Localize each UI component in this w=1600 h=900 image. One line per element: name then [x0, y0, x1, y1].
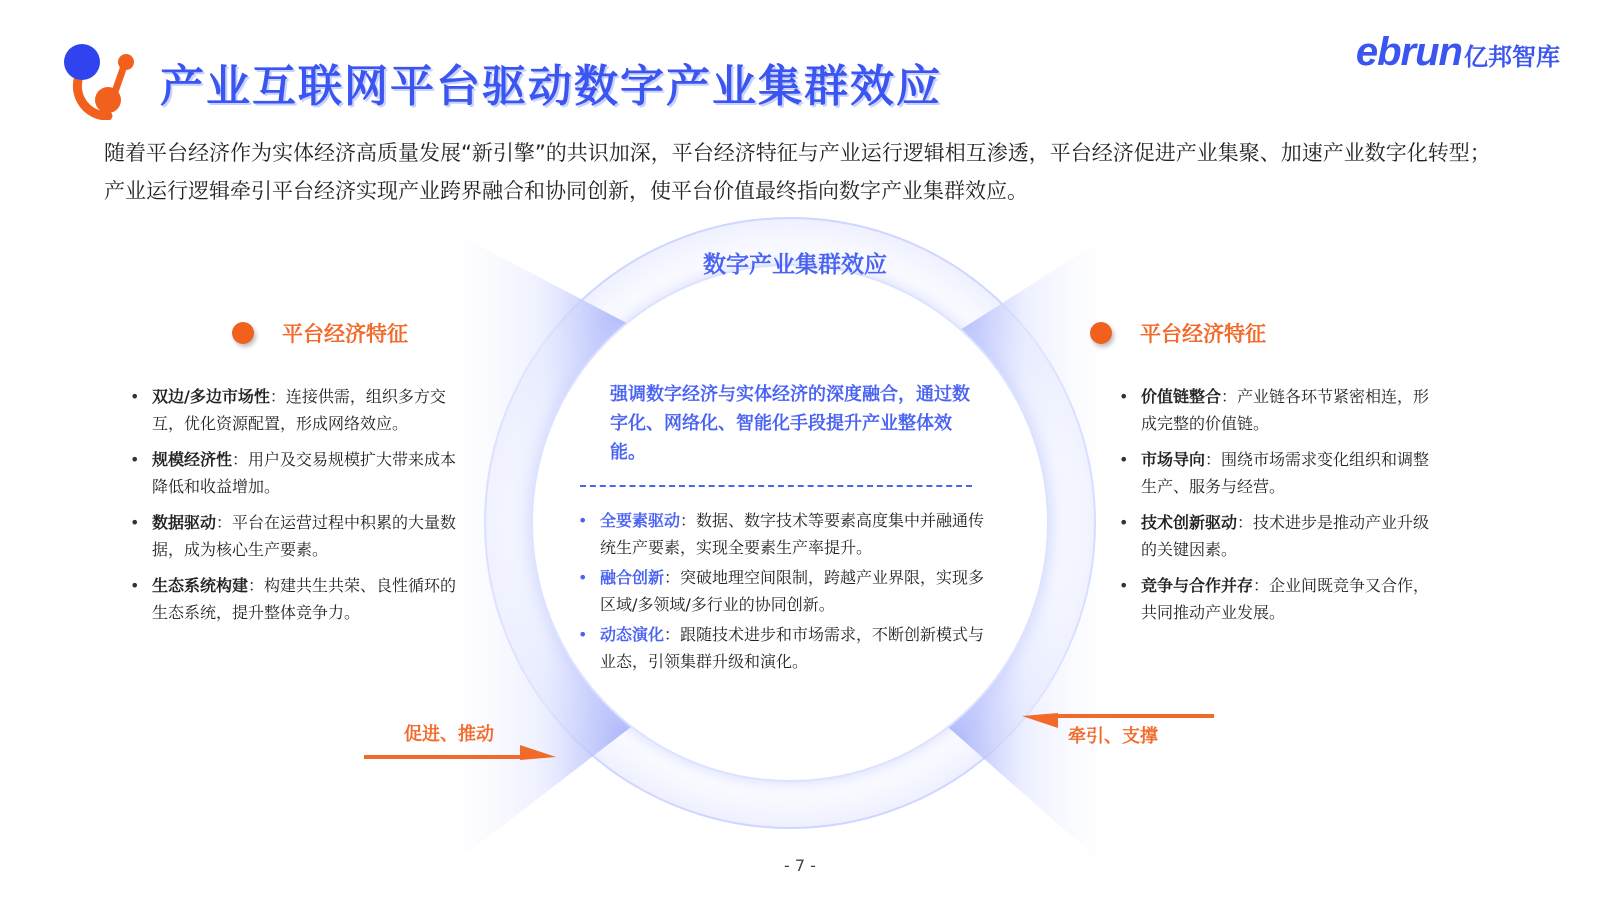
- item-desc: ：连接供需，组织多方交互，优化资源配置，形成网络效应。: [152, 387, 446, 433]
- item-term: 双边/多边市场性: [152, 387, 270, 406]
- dashed-divider: [580, 485, 972, 487]
- item-term: 生态系统构建: [152, 576, 249, 595]
- item-desc: ：构建共生共荣、良性循环的生态系统，提升整体竞争力。: [152, 576, 457, 622]
- left-feature-list: [128, 383, 458, 635]
- item-desc: ：企业间既竞争又合作，共同推动产业发展。: [1141, 576, 1430, 622]
- item-term: 规模经济性: [152, 450, 233, 469]
- item-desc: ：产业链各环节紧密相连，形成完整的价值链。: [1141, 387, 1430, 433]
- list-item: [1117, 572, 1437, 626]
- item-desc: ：用户及交易规模扩大带来成本降低和收益增加。: [152, 450, 457, 496]
- item-desc: ：平台在运营过程中积累的大量数据，成为核心生产要素。: [152, 513, 457, 559]
- brand-logo: [1356, 30, 1560, 75]
- item-term: 市场导向: [1141, 450, 1206, 469]
- list-item: [1117, 509, 1437, 563]
- list-item: [1117, 383, 1437, 437]
- orange-dot-icon: [232, 322, 254, 344]
- item-desc: ：数据、数字技术等要素高度集中并融通传统生产要素，实现全要素生产率提升。: [600, 511, 985, 557]
- item-term: 融合创新: [600, 568, 665, 587]
- item-desc: ：突破地理空间限制，跨越产业界限，实现多区域/多领域/多行业的协同创新。: [600, 568, 985, 614]
- right-arrow-label: 牵引、支撑: [1068, 726, 1158, 747]
- item-term: 技术创新驱动: [1141, 513, 1238, 532]
- list-item: [578, 621, 988, 675]
- right-heading-label: 平台经济特征: [1140, 322, 1266, 346]
- item-term: 竞争与合作并存: [1141, 576, 1254, 595]
- item-term: 价值链整合: [1141, 387, 1222, 406]
- item-desc: ：技术进步是推动产业升级的关键因素。: [1141, 513, 1430, 559]
- left-heading: [232, 318, 408, 348]
- list-item: [128, 509, 458, 563]
- center-lead-text: 强调数字经济与实体经济的深度融合，通过数字化、网络化、智能化手段提升产业整体效能。: [610, 384, 970, 463]
- network-logo-icon: [60, 40, 140, 120]
- center-title: 数字产业集群效应: [703, 252, 887, 278]
- item-desc: ：围绕市场需求变化组织和调整生产、服务与经营。: [1141, 450, 1430, 496]
- page-title: 产业互联网平台驱动数字产业集群效应: [160, 61, 942, 112]
- list-item: [578, 564, 988, 618]
- list-item: [578, 507, 988, 561]
- right-feature-list: [1117, 383, 1437, 635]
- orange-dot-icon: [1090, 322, 1112, 344]
- brand-logo-en: ebrun: [1355, 30, 1462, 74]
- list-item: [128, 383, 458, 437]
- center-feature-list: [578, 507, 988, 678]
- item-desc: ：跟随技术进步和市场需求，不断创新模式与业态，引领集群升级和演化。: [600, 625, 985, 671]
- item-term: 数据驱动: [152, 513, 217, 532]
- right-heading: [1090, 318, 1266, 348]
- left-heading-label: 平台经济特征: [282, 322, 408, 346]
- left-arrow-label: 促进、推动: [404, 724, 494, 745]
- list-item: [128, 446, 458, 500]
- brand-logo-cn: 亿邦智库: [1464, 43, 1560, 71]
- list-item: [128, 572, 458, 626]
- item-term: 全要素驱动: [600, 511, 681, 530]
- page-number: - 7 -: [784, 856, 816, 875]
- intro-paragraph: 随着平台经济作为实体经济高质量发展“新引擎”的共识加深，平台经济特征与产业运行逻辑相互渗透，平台经济促进产业集聚、加速产业数字化转型；产业运行逻辑牵引平台经济实现产业跨界融合和协同创新，使平台价值最终指向数字产业集群效应。: [104, 141, 1491, 203]
- item-term: 动态演化: [600, 625, 665, 644]
- list-item: [1117, 446, 1437, 500]
